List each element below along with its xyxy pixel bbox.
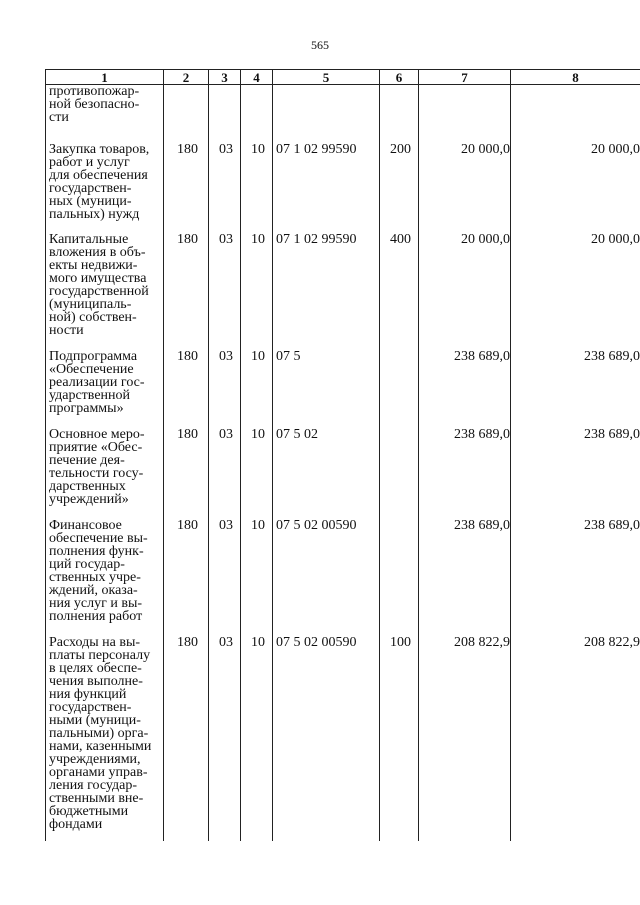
row-name-text: Основное меро- приятие «Обес- печение дея- тельности госу- дарственных учреждений» <box>49 426 145 507</box>
cell-col-6 <box>380 428 419 519</box>
row-name-text: Подпрограмма «Обеспечение реализации гос- ударственной программы» <box>49 348 145 416</box>
cell-col-3: 03 <box>209 233 241 350</box>
row-name-text: Расходы на вы- платы персоналу в целях обеспе- чения выполне- ния функций государствен- ными (муници- пальными) орга- нами, казенными учреждениями, органами управ- ления государ- ственными вне- бюджетными фондами <box>49 634 152 832</box>
row-name-text: Финансовое обеспечение вы- полнения функ- ций государ- ственных учре- ждений, оказа- ния услуг и вы- полнения работ <box>49 517 148 624</box>
cell-col-4: 10 <box>241 636 273 841</box>
cell-col-8: 238 689,0 <box>511 428 640 519</box>
cell-col-2: 180 <box>164 350 209 428</box>
cell-col-7: 20 000,0 <box>419 233 511 350</box>
table-row <box>46 636 640 841</box>
header-col-3: 3 <box>209 70 241 85</box>
cell-col-7: 238 689,0 <box>419 350 511 428</box>
row-name-text: Закупка товаров, работ и услуг для обеспечения государствен- ных (муници- пальных) нужд <box>49 141 150 222</box>
header-col-2: 2 <box>164 70 209 85</box>
cell-col-6: 200 <box>380 143 419 233</box>
cell-col-3: 03 <box>209 428 241 519</box>
cell-col-5: 07 5 02 00590 <box>273 519 380 636</box>
cell-col-5: 07 5 02 00590 <box>273 636 380 841</box>
table-row <box>46 233 640 350</box>
cell-col-2: 180 <box>164 636 209 841</box>
cell-col-3: 03 <box>209 143 241 233</box>
cell-col-8: 238 689,0 <box>511 350 640 428</box>
row-name <box>46 233 164 350</box>
cell-col-6 <box>380 350 419 428</box>
table-row <box>46 519 640 636</box>
header-col-1: 1 <box>46 70 164 85</box>
cell-col-4: 10 <box>241 428 273 519</box>
cell-col-7: 238 689,0 <box>419 428 511 519</box>
cell-col-2: 180 <box>164 233 209 350</box>
row-name-text: Капитальные вложения в объ- екты недвижи- мого имущества государственной (муниципаль- ной) собствен- ности <box>49 231 149 338</box>
table-row <box>46 428 640 519</box>
cell-col-8: 238 689,0 <box>511 519 640 636</box>
cell-col-5: 07 5 <box>273 350 380 428</box>
row-name <box>46 636 164 841</box>
cell-col-4: 10 <box>241 233 273 350</box>
table-row <box>46 85 640 143</box>
cell-col-3: 03 <box>209 350 241 428</box>
header-col-6: 6 <box>380 70 419 85</box>
cell-col-3 <box>209 85 241 143</box>
table-header-row <box>46 70 640 85</box>
table-row <box>46 350 640 428</box>
cell-col-6 <box>380 519 419 636</box>
cell-col-2: 180 <box>164 519 209 636</box>
cell-col-8: 208 822,9 <box>511 636 640 841</box>
row-name <box>46 350 164 428</box>
header-col-8: 8 <box>511 70 640 85</box>
cell-col-8: 20 000,0 <box>511 143 640 233</box>
cell-col-6: 400 <box>380 233 419 350</box>
cell-col-7: 20 000,0 <box>419 143 511 233</box>
cell-col-6: 100 <box>380 636 419 841</box>
cell-col-3: 03 <box>209 519 241 636</box>
row-name <box>46 428 164 519</box>
cell-col-2: 180 <box>164 143 209 233</box>
cell-col-4: 10 <box>241 143 273 233</box>
header-col-5: 5 <box>273 70 380 85</box>
table-row <box>46 143 640 233</box>
row-name <box>46 519 164 636</box>
row-name <box>46 85 164 143</box>
row-name-text: противопожар- ной безопасно- сти <box>49 84 140 125</box>
cell-col-3: 03 <box>209 636 241 841</box>
cell-col-5: 07 1 02 99590 <box>273 143 380 233</box>
cell-col-7: 238 689,0 <box>419 519 511 636</box>
cell-col-7 <box>419 85 511 143</box>
page-number: 565 <box>311 38 329 52</box>
budget-table <box>45 69 640 841</box>
cell-col-6 <box>380 85 419 143</box>
cell-col-2: 180 <box>164 428 209 519</box>
cell-col-4 <box>241 85 273 143</box>
cell-col-8 <box>511 85 640 143</box>
cell-col-5: 07 1 02 99590 <box>273 233 380 350</box>
cell-col-5: 07 5 02 <box>273 428 380 519</box>
row-name <box>46 143 164 233</box>
header-col-4: 4 <box>241 70 273 85</box>
cell-col-5 <box>273 85 380 143</box>
cell-col-8: 20 000,0 <box>511 233 640 350</box>
cell-col-4: 10 <box>241 519 273 636</box>
cell-col-4: 10 <box>241 350 273 428</box>
cell-col-2 <box>164 85 209 143</box>
cell-col-7: 208 822,9 <box>419 636 511 841</box>
header-col-7: 7 <box>419 70 511 85</box>
